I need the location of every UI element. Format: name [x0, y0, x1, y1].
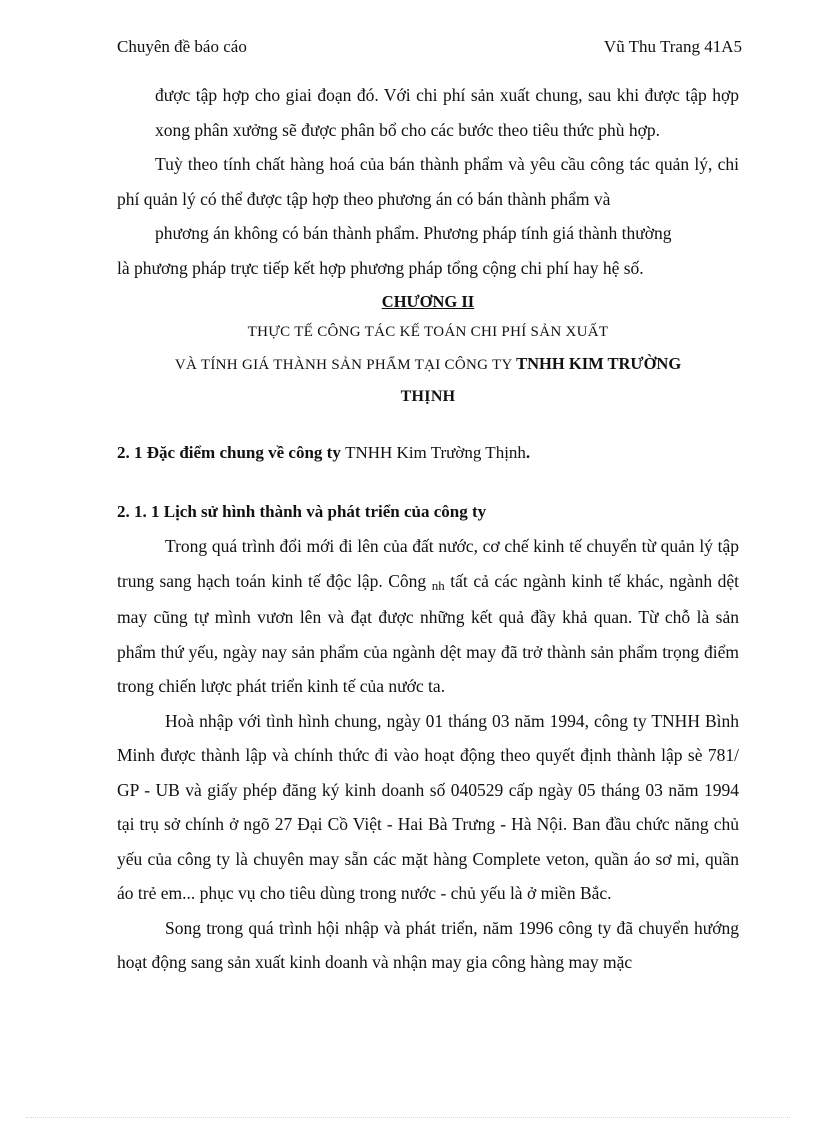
paragraph-history-2: Hoà nhập với tình hình chung, ngày 01 tháng 03 năm 1994, công ty TNHH Bình Minh được thành lập và chính thức đi vào hoạt động theo quyết định thành lập sè 781/ GP - UB và giấy phép đăng ký kinh doanh số 040529 cấp ngày 05 tháng 03 năm 1994 tại trụ sở chính ở ngõ 27 Đại Cồ Việt - Hai Bà Trưng - Hà Nội. Ban đầu chức năng chủ yếu của công ty là chuyên may sẵn các mặt hàng Complete veton, quần áo sơ mi, quần áo trẻ em... phục vụ cho tiêu dùng trong nước - chủ yếu là ở miền Bắc. [117, 710, 739, 903]
page-bottom-divider [26, 1117, 790, 1118]
paragraph-cost-method: Tuỳ theo tính chất hàng hoá của bán thành phẩm và yêu cầu công tác quản lý, chi phí quản lý có thể được tập hợp theo phương án có bán thành phẩm và [117, 154, 739, 209]
history-text-b: tất cả các ngành kinh tế khác, ngành dệt may cũng tự mình vươn lên và đạt được những kết quả đầy khả quan. Từ chỗ là sản phẩm thứ yếu, ngày nay sản phẩm của ngành dệt may đã trở thành sản phẩm trọng điểm trong chiến lược phát triển kinh tế của nước ta. [117, 570, 739, 696]
page-header [117, 37, 742, 61]
history-sub-fragment: nh [431, 577, 445, 593]
chapter-subtitle-line-3: THỊNH [400, 388, 456, 405]
paragraph-history-1 [117, 529, 739, 704]
header-report-title: Chuyên đề báo cáo [117, 37, 247, 56]
chapter-company-name: TNHH KIM TRƯỜNG [516, 354, 682, 373]
chapter-title: CHƯƠNG II [381, 292, 475, 311]
history-text-a: Trong quá trình đổi mới đi lên của đất nước, cơ chế kinh tế chuyển từ quản lý tập trung sang hạch toán kinh tế độc lập. Công [117, 536, 739, 591]
section-heading-2-1 [117, 436, 739, 471]
spacer [117, 412, 739, 436]
document-body [117, 78, 739, 980]
chapter-subtitle-text: VÀ TÍNH GIÁ THÀNH SẢN PHẨM TẠI CÔNG TY [174, 357, 513, 373]
paragraph-continuation: được tập hợp cho giai đoạn đó. Với chi phí sản xuất chung, sau khi được tập hợp xong phân xưởng sẽ được phân bổ cho các bước theo tiêu thức phù hợp. [155, 85, 739, 140]
chapter-subtitle-line-2 [117, 348, 739, 381]
chapter-subtitle-line-1: THỰC TẾ CÔNG TÁC KẾ TOÁN CHI PHÍ SẢN XUẤT [247, 324, 609, 340]
paragraph-method-line-2: là phương pháp trực tiếp kết hợp phương pháp tổng cộng chi phí hay hệ số. [117, 257, 644, 278]
header-author: Vũ Thu Trang 41A5 [603, 37, 742, 56]
section-heading-end: . [525, 443, 531, 462]
section-heading-2-1-1: 2. 1. 1 Lịch sử hình thành và phát triển của công ty [117, 501, 487, 521]
paragraph-method-line: phương án không có bán thành phẩm. Phương pháp tính giá thành thường [155, 223, 672, 243]
paragraph-history-3: Song trong quá trình hội nhập và phát triển, năm 1996 công ty đã chuyển hướng hoạt động sang sản xuất kinh doanh và nhận may gia công hàng may mặc [117, 917, 739, 972]
section-heading-company: TNHH Kim Trường Thịnh [345, 443, 526, 462]
spacer [117, 471, 739, 495]
section-heading-bold: 2. 1 Đặc điểm chung về công ty [117, 443, 341, 462]
